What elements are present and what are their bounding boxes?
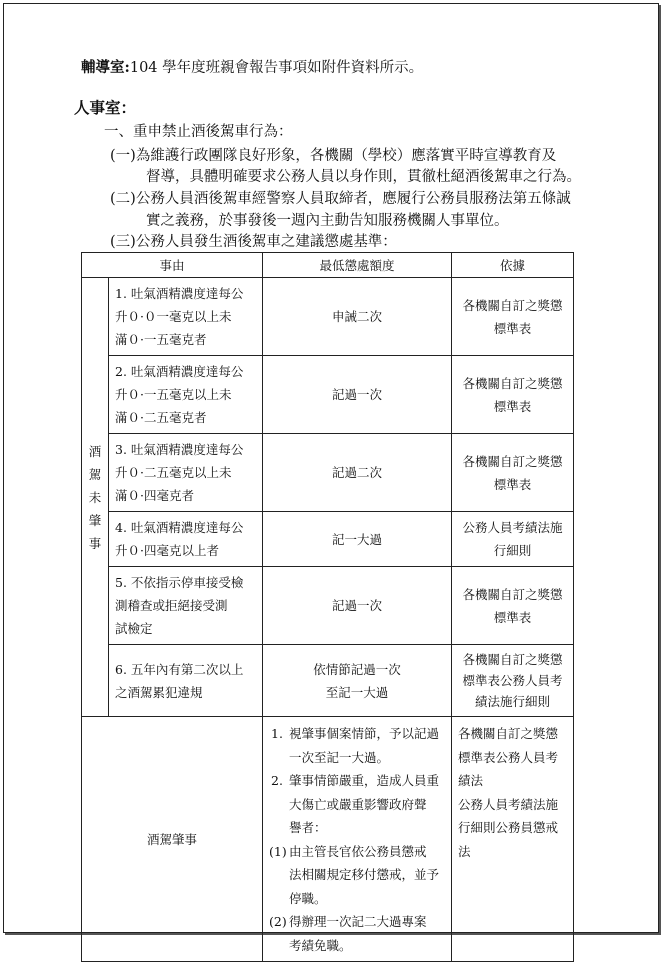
accident-basis: 各機關自訂之獎懲 標準表公務人員考 績法 公務人員考績法施 行細則公務員懲戒 法 (452, 717, 574, 962)
accident-item-2-1: (1) 由主管長官依公務員懲戒 法相關規定移付懲戒，並予 停職。 (269, 843, 440, 906)
table-header-row (82, 253, 574, 278)
row-3-penalty: 記過二次 (263, 434, 452, 512)
row-5-basis: 各機關自訂之獎懲 標準表 (452, 567, 574, 645)
sub-item-2-line-1: (二)公務人員酒後駕車經警察人員取締者，應履行公務員服務法第五條誠 (110, 191, 571, 207)
row-3-basis: 各機關自訂之獎懲 標準表 (452, 434, 574, 512)
row-6-penalty: 依情節記過一次 至記一大過 (263, 645, 452, 717)
accident-item-2-2: (2) 得辦理一次記二大過專案 考績免職。 (269, 914, 427, 953)
accident-item-1: 1. 視肇事個案情節，予以記過 一次至記一大過。 (271, 726, 440, 765)
table-row (82, 356, 574, 434)
accident-penalty-list (263, 717, 452, 962)
table-row (82, 567, 574, 645)
row-1-penalty: 申誡二次 (263, 278, 452, 356)
personnel-heading: 人事室： (74, 98, 137, 117)
sub-item-3: (三)公務人員發生酒後駕車之建議懲處基準： (110, 234, 397, 250)
table-row (82, 512, 574, 567)
row-4-basis: 公務人員考績法施 行細則 (452, 512, 574, 567)
sub-item-1-line-1: (一)為維護行政團隊良好形象，各機關（學校）應落實平時宣導教育及 (110, 148, 557, 164)
row-6-reason: 6. 五年內有第二次以上 之酒駕累犯違規 (109, 645, 263, 717)
counseling-label: 輔導室: (81, 59, 130, 76)
table-row (82, 434, 574, 512)
header-min-penalty: 最低懲處額度 (263, 253, 452, 278)
group-label-no-accident: 酒 駕 未 肇 事 (82, 278, 109, 717)
accident-label: 酒駕肇事 (82, 717, 263, 962)
row-4-reason: 4. 吐氣酒精濃度達每公 升０·四毫克以上者 (109, 512, 263, 567)
row-4-penalty: 記一大過 (263, 512, 452, 567)
sub-item-2-line-2: 實之義務，於事發後一週內主動告知服務機關人事單位。 (146, 213, 509, 229)
sub-item-1-line-2: 督導，具體明確要求公務人員以身作則，貫徹杜絕酒後駕車之行為。 (146, 169, 581, 185)
table-row-accident (82, 717, 574, 962)
table-row (82, 278, 574, 356)
table-row (82, 645, 574, 717)
row-2-basis: 各機關自訂之獎懲 標準表 (452, 356, 574, 434)
accident-item-2: 2. 肇事情節嚴重，造成人員重 大傷亡或嚴重影響政府聲 譽者： (271, 773, 440, 835)
row-6-basis: 各機關自訂之獎懲 標準表公務人員考 績法施行細則 (452, 645, 574, 717)
row-5-reason: 5. 不依指示停車接受檢 測稽查或拒絕接受測 試檢定 (109, 567, 263, 645)
counseling-note (81, 58, 423, 78)
item-1-title: 一、重申禁止酒後駕車行為： (104, 124, 293, 140)
row-1-basis: 各機關自訂之獎懲 標準表 (452, 278, 574, 356)
header-basis: 依據 (452, 253, 574, 278)
row-3-reason: 3. 吐氣酒精濃度達每公 升０·二五毫克以上未 滿０·四毫克者 (109, 434, 263, 512)
row-2-penalty: 記過一次 (263, 356, 452, 434)
penalty-standards-table (81, 252, 574, 962)
counseling-text: 104 學年度班親會報告事項如附件資料所示。 (129, 60, 424, 76)
header-reason: 事由 (82, 253, 263, 278)
row-2-reason: 2. 吐氣酒精濃度達每公 升０·一五毫克以上未 滿０·二五毫克者 (109, 356, 263, 434)
row-1-reason: 1. 吐氣酒精濃度達每公 升０·０一毫克以上未 滿０·一五毫克者 (109, 278, 263, 356)
row-5-penalty: 記過一次 (263, 567, 452, 645)
